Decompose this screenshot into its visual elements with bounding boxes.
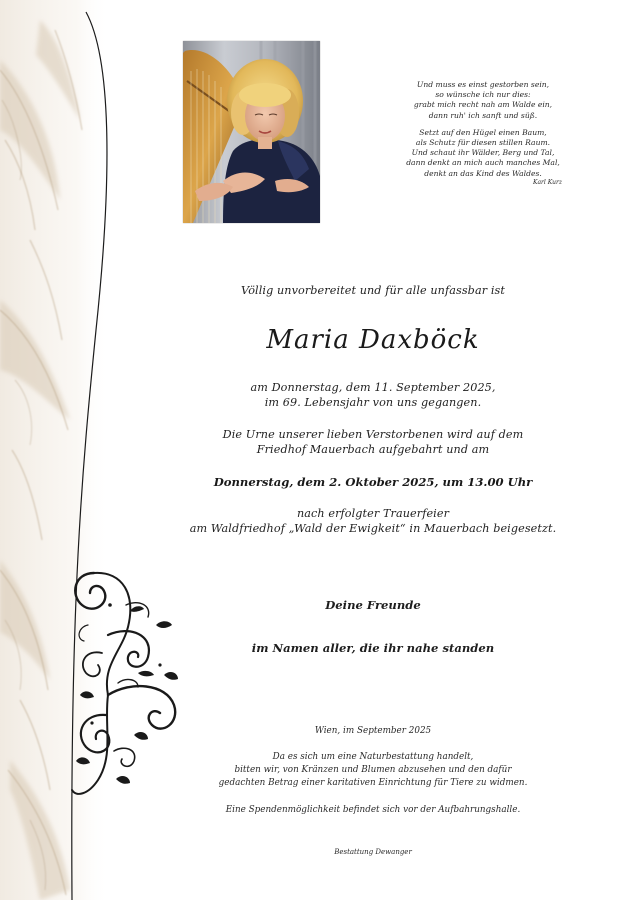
poem-line: Und schaut ihr Wälder, Berg und Tal,: [411, 148, 555, 158]
undertaker-line: Bestattung Dewanger: [334, 848, 412, 856]
death-line: am Donnerstag, dem 11. September 2025,: [250, 381, 496, 394]
ceremony-date: Donnerstag, dem 2. Oktober 2025, um 13.00 Uhr: [213, 475, 533, 489]
intro-line: Völlig unvorbereitet und für alle unfassbar ist: [241, 284, 505, 297]
poem-line: Setzt auf den Hügel einen Baum,: [419, 127, 547, 137]
nature-line: gedachten Betrag einer karitativen Einrichtung für Tiere zu widmen.: [218, 777, 528, 788]
undertaker-name: [150, 847, 596, 857]
intro-text: [150, 283, 596, 298]
mourners-signature: Deine Freunde: [325, 598, 421, 612]
burial-line: am Waldfriedhof „Wald der Ewigkeit“ in Mauerbach beigesetzt.: [189, 522, 557, 535]
poem-line: dann ruh' ich sanft und süß.: [428, 110, 538, 120]
poem-stanza-2: [378, 128, 588, 179]
poem-line: Und muss es einst gestorben sein,: [416, 80, 550, 89]
poem-line: denkt an das Kind des Waldes.: [424, 168, 542, 178]
poem-line: grabt mich recht nah am Walde ein,: [413, 100, 553, 110]
urn-line: Die Urne unserer lieben Verstorbenen wird auf dem: [222, 428, 524, 441]
place-date: [150, 725, 596, 738]
death-announcement: [150, 380, 596, 410]
nature-burial-note: [150, 751, 596, 789]
burial-details: [150, 506, 596, 536]
nature-line: Da es sich um eine Naturbestattung handelt,: [272, 752, 474, 762]
nature-line: bitten wir, von Kränzen und Blumen abzusehen und den dafür: [234, 764, 512, 775]
poem-author: Karl Kurz: [533, 178, 562, 186]
donation-note: [150, 804, 596, 817]
urn-line: Friedhof Mauerbach aufgebahrt und am: [256, 443, 490, 456]
burial-line: nach erfolgter Trauerfeier: [296, 507, 450, 520]
poem-stanza-1: [378, 80, 588, 121]
place-date-line: Wien, im September 2025: [314, 726, 432, 736]
poem-line: dann denkt an mich auch manches Mal,: [406, 158, 560, 168]
deceased-name: Maria Daxböck: [266, 325, 480, 355]
poem-line: so wünsche ich nur dies:: [435, 90, 531, 100]
urn-announcement: [150, 427, 596, 457]
floral-ornament-icon: [68, 565, 186, 810]
donation-line: Eine Spendenmöglichkeit befindet sich vor der Aufbahrungshalle.: [225, 805, 521, 815]
poem: [378, 80, 588, 187]
death-line: im 69. Lebensjahr von uns gegangen.: [264, 396, 482, 409]
portrait-photo: [183, 41, 320, 223]
on-behalf-text: im Namen aller, die ihr nahe standen: [251, 641, 495, 655]
poem-line: als Schutz für diesen stillen Raum.: [415, 138, 551, 148]
